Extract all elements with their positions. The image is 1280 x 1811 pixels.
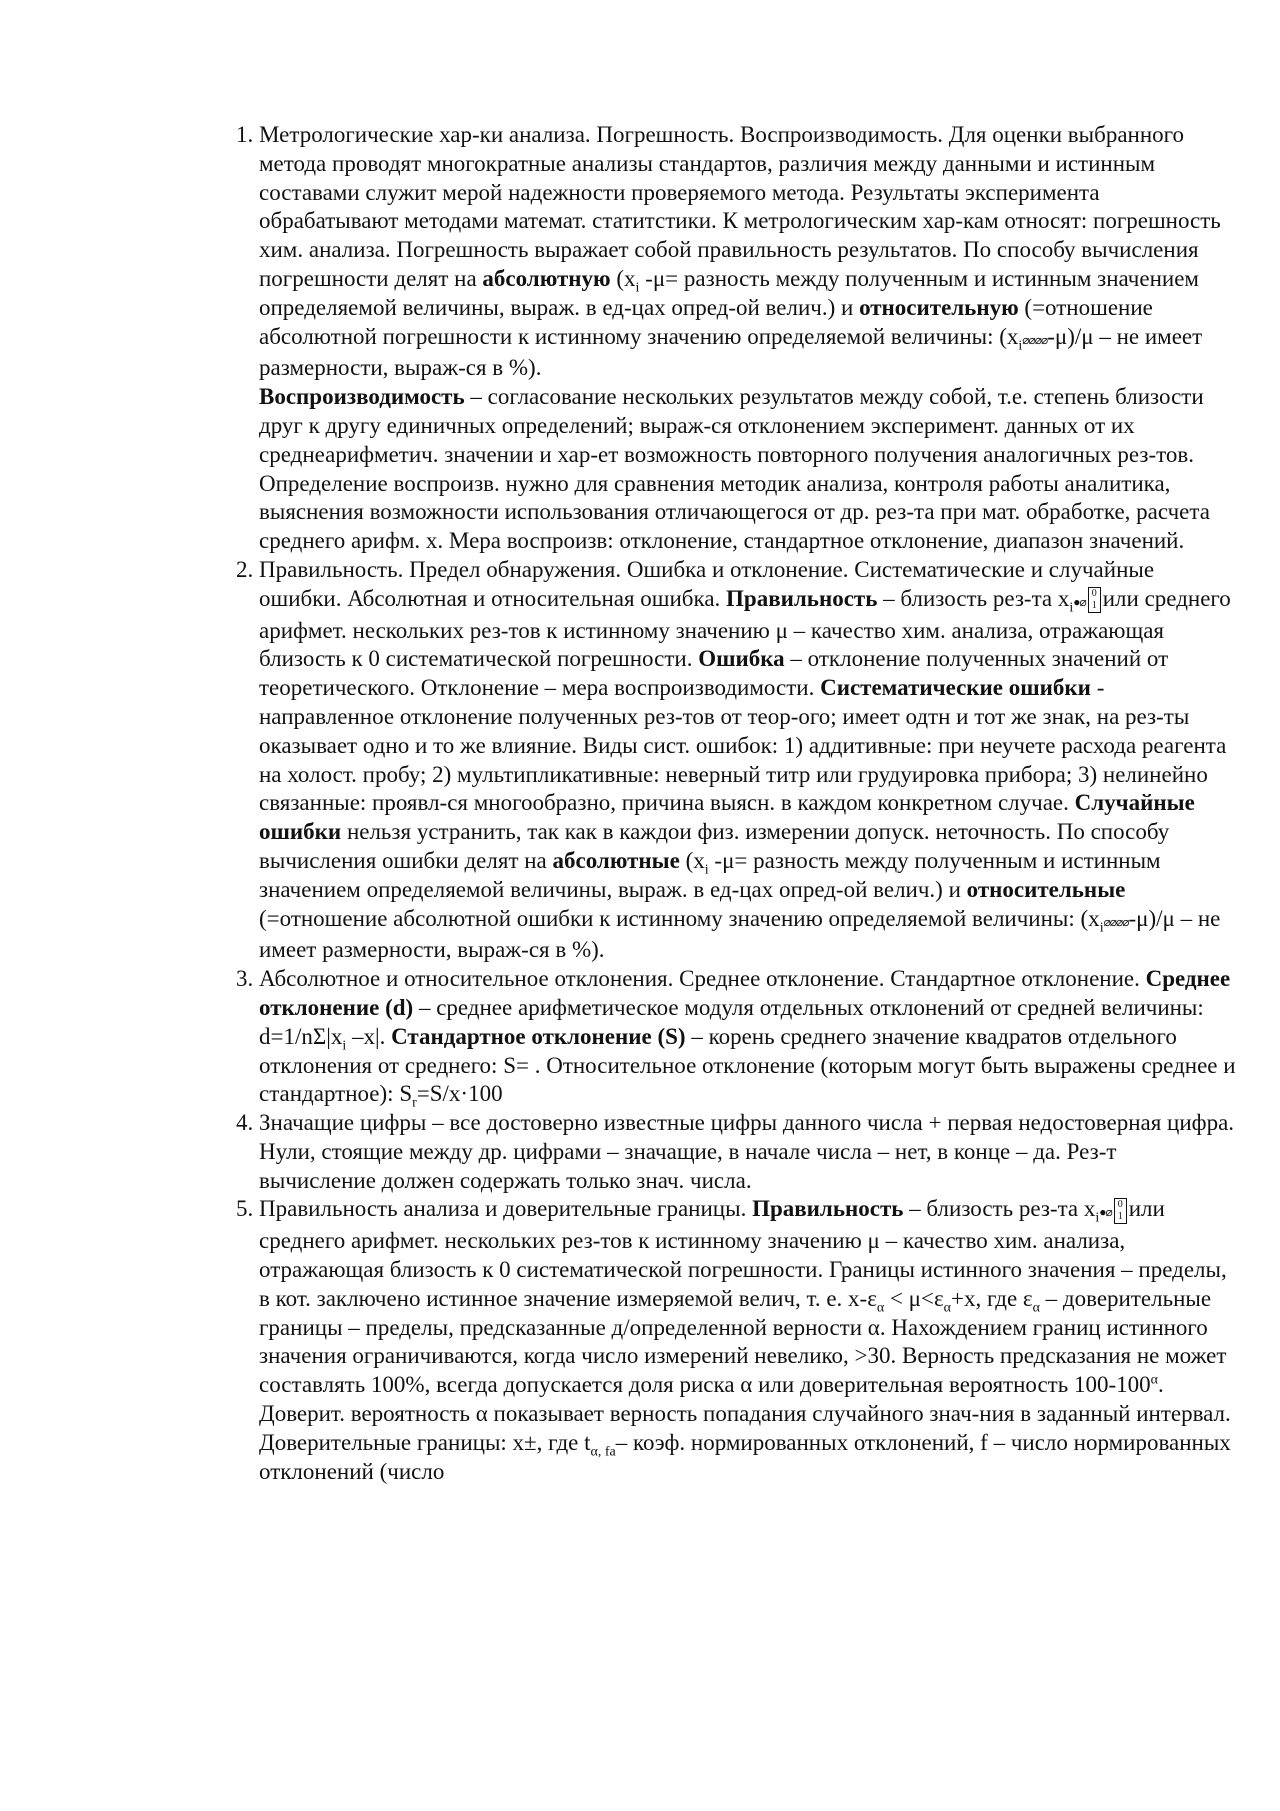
subscript: i [704, 862, 709, 878]
text-run: . Доверит. вероятность α показывает верность попадания случайного знач-ния в заданный интервал. Доверительные границы: x±, где t [259, 1372, 1231, 1455]
bold-term: абсолютные [552, 847, 680, 873]
subscript: α [943, 1300, 951, 1316]
text-run: - направленное отклонение полученных рез-тов от теор-ого; имеет одтн и тот же знак, на рез-ты оказывает одно и то же влияние. Виды сист. ошибок: 1) аддитивные: при неучете расхода реагента на холост. пробу; 2) мультипликативные: неверный титр или грудуировка прибора; 3) нелинейно связанные: проявл-ся многообразно, причина выясн. в каждом конкретном случае. [259, 675, 1227, 816]
text-run: Правильность анализа и доверительные границы. [259, 1196, 753, 1222]
list-item-2 [259, 556, 1239, 965]
subscript: α [876, 1300, 885, 1316]
text-run: – близость рез-та x [877, 585, 1070, 611]
text-run: -μ= разность между полученным и истинным значением определяемой величины, выраж. в ед-цах опред-ой велич.) и [259, 847, 1161, 902]
text-run: -μ)/μ – не имеет размерности, выраж-ся в %). [259, 323, 1203, 381]
bold-term: относительные [966, 876, 1126, 902]
text-run: –x|. [346, 1023, 392, 1049]
list-item-4 [259, 1109, 1239, 1195]
text-run: -μ= разность между полученным и истинным значением определяемой величины, выраж. в ед-цах опред-ой велич.) и [259, 265, 1199, 320]
subscript: α, fa [590, 1444, 616, 1460]
text-run: или среднего арифмет. нескольких рез-тов к истинному значению μ – качество хим. анализа, отражающая близость к 0 систематической погрешности. Границы истинного значения – пределы, в кот. заключено истинное значение измеряемой велич, т. е. x-ε [259, 1196, 1227, 1311]
formula-placeholder-box: 0 1 [1114, 1198, 1127, 1224]
formula-placeholder-box: 0 1 [1088, 587, 1101, 613]
numbered-list [216, 121, 1239, 1486]
text-run: Метрологические хар-ки анализа. Погрешность. Воспроизводимость. Для оценки выбранного метода проводят многократные анализы стандартов, различия между данными и истинным составами служит мерой надежности проверяемого метода. Результаты эксперимента обрабатывают методами математ. статитстики. К метрологическим хар-кам относят: погрешность хим. анализа. Погрешность выражает собой правильность результатов. По способу вычисления погрешности делят на [259, 122, 1221, 291]
broken-glyph: ⌀⌀⌀⌀ [1103, 914, 1129, 929]
bold-term: Воспроизводимость [259, 384, 465, 410]
broken-glyph: ⌀⌀⌀⌀ [1022, 332, 1048, 347]
superscript: α [1150, 1372, 1158, 1388]
text-run: Значащие цифры – все достоверно известные цифры данного числа + первая недостоверная цифра. Нули, стоящие между др. цифрами – значащие, в начале числа – нет, в конце – да. Рез-т вычисление должен содержать только знач. числа. [259, 1110, 1235, 1193]
text-run: – доверительные границы – пределы, предсказанные д/определенной верности α. Нахождением границ истинного значения ограничиваются, когда число измерений невелико, >30. Верность предсказания не может составлять 100%, всегда допускается доля риска α или доверительная вероятность 100-100 [259, 1285, 1227, 1398]
subscript: α [1032, 1300, 1040, 1316]
subscript: i [1018, 338, 1023, 354]
broken-glyph: ●⌀ [1073, 594, 1086, 609]
broken-glyph: ●⌀ [1099, 1205, 1112, 1220]
bold-term: Систематические ошибки [820, 675, 1091, 701]
text-run: – отклонение полученных значений от теоретического. Отклонение – мера воспроизводимости. [259, 646, 1169, 701]
list-item-1 [259, 121, 1239, 556]
text-run: – среднее арифметическое модуля отдельных отклонений от средней величины: d=1/nΣ|x [259, 994, 1204, 1049]
bold-term: абсолютную [482, 265, 611, 291]
subscript: i [1095, 1211, 1100, 1227]
text-run: (x [679, 847, 705, 873]
list-item-3 [259, 965, 1239, 1109]
text-run: Правильность. Предел обнаружения. Ошибка и отклонение. Систематические и случайные ошибки. Абсолютная и относительная ошибка. [259, 556, 1155, 611]
text-run: – близость рез-та x [903, 1196, 1096, 1222]
subscript: i [635, 280, 640, 296]
bold-term: Среднее отклонение (d) [259, 966, 1231, 1020]
text-run: -μ)/μ – не имеет размерности, выраж-ся в %). [259, 905, 1221, 963]
text-run: – согласование нескольких результатов между собой, т.е. степень близости друг к другу единичных определений; выраж-ся отклонением эксперимент. данных от их среднеарифметич. значении и хар-ет возможность повторного получения аналогичных рез-тов. Определение воспроизв. нужно для сравнения методик анализа, контроля работы аналитика, выяснения возможности использования отличающегося от др. рез-та при мат. обработке, расчета среднего арифм. x. Мера воспроизв: отклонение, стандартное отклонение, диапазон значений. [259, 384, 1210, 554]
subscript: i [342, 1038, 347, 1054]
text-run: +x, где ε [950, 1285, 1033, 1311]
bold-term: Правильность [752, 1196, 904, 1222]
subscript: r [412, 1095, 417, 1111]
text-run: – корень среднего значение квадратов отдельного отклонения от среднего: S= . Относительное отклонение (которым могут быть выражены среднее и стандартное): S [259, 1023, 1236, 1107]
subscript: i [1069, 600, 1074, 616]
text-run: (x [610, 265, 636, 291]
list-item-5 [259, 1195, 1239, 1486]
subscript: i [1099, 920, 1104, 936]
bold-term: Случайные ошибки [259, 790, 1195, 845]
text-run: (=отношение абсолютной ошибки к истинному значению определяемой величины: (x [259, 905, 1100, 931]
text-run: (=отношение абсолютной погрешности к истинному значению определяемой величины: (x [259, 294, 1153, 349]
text-run: =S/x·100 [416, 1081, 503, 1107]
text-run: Абсолютное и относительное отклонения. Среднее отклонение. Стандартное отклонение. [259, 966, 1146, 992]
text-run: < μ<ε [884, 1285, 944, 1311]
bold-term: Стандартное отклонение (S) [391, 1023, 686, 1049]
text-run: нельзя устранить, так как в каждои физ. измерении допуск. неточность. По способу вычисления ошибки делят на [259, 819, 1170, 873]
bold-term: относительную [859, 294, 1019, 320]
text-run: – коэф. нормированных отклонений, f – число нормированных отклонений (число [259, 1429, 1231, 1484]
bold-term: Ошибка [698, 646, 785, 672]
text-run: или среднего арифмет. нескольких рез-тов к истинному значению μ – качество хим. анализа, отражающая близость к 0 систематической погрешности. [259, 585, 1231, 672]
bold-term: Правильность [726, 585, 878, 611]
